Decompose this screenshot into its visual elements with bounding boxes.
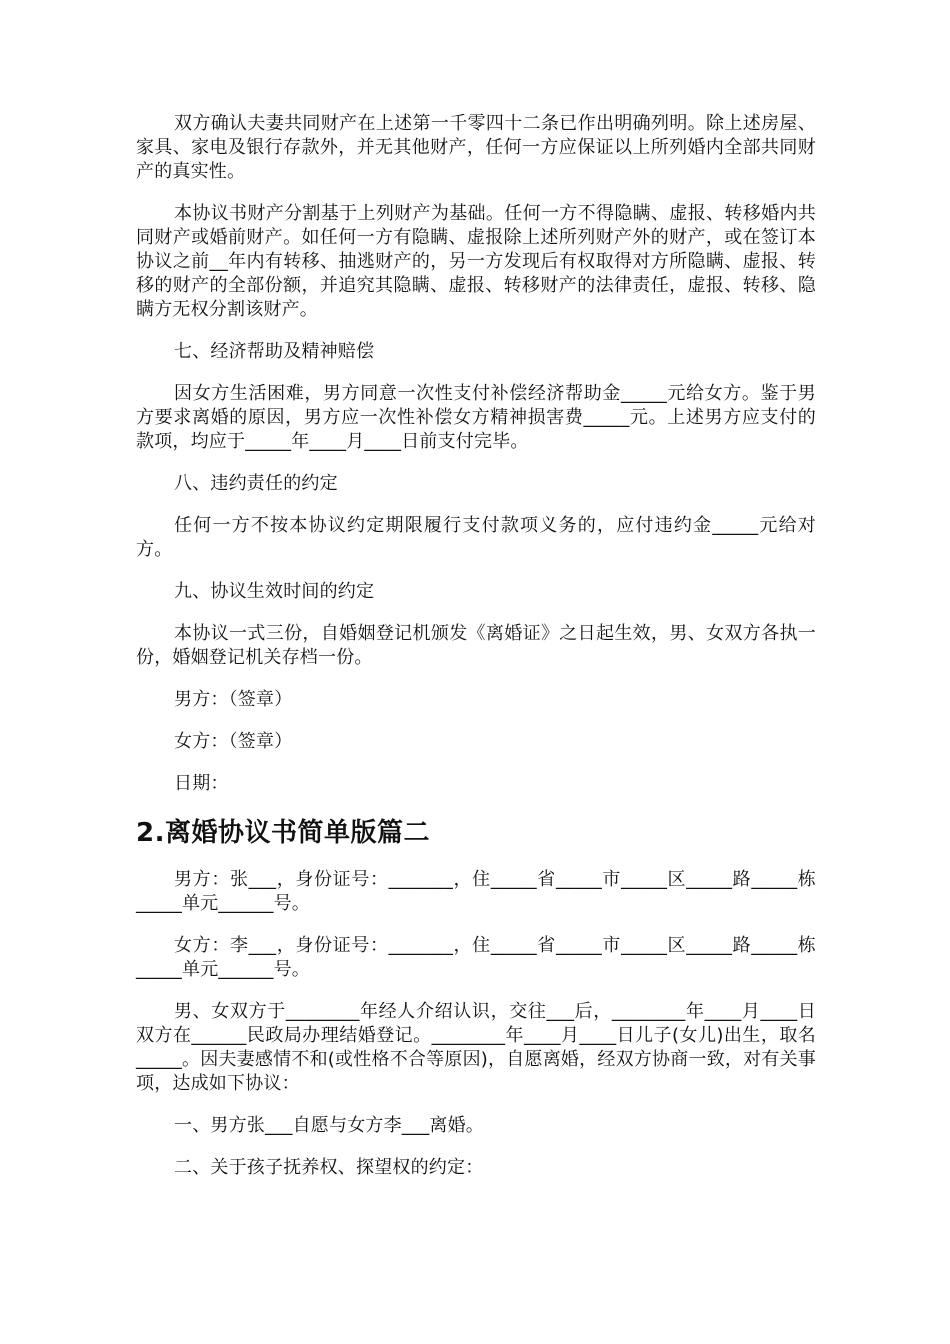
paragraph-marriage-background: 男、女双方于________年经人介绍认识，交往___后，________年____月____日双方在______民政局办理结婚登记。________年____月____日儿子(女儿)出生，取名_____。因夫妻感情不和(或性格不合等原因)，自愿离婚，经双方协商一致，对有关事项，达成如下协议：: [136, 1001, 816, 1094]
heading-effective-time: 九、协议生效时间的约定: [174, 581, 375, 602]
signature-date: 日期：: [174, 773, 229, 794]
signature-female: 女方：（签章）: [174, 731, 293, 752]
paragraph-compensation: 因女方生活困难，男方同意一次性支付补偿经济帮助金_____元给女方。鉴于男方要求离婚的原因，男方应一次性补偿女方精神损害费_____元。上述男方应支付的款项，均应于_____年____月____日前支付完毕。: [136, 383, 816, 452]
paragraph-breach: 任何一方不按本协议约定期限履行支付款项义务的，应付违约金_____元给对方。: [136, 515, 816, 560]
party-female-info: 女方：李___，身份证号：_______，住_____省_____市_____区_____路_____栋_____单元______号。: [136, 935, 816, 980]
paragraph-property-division: 本协议书财产分割基于上列财产为基础。任何一方不得隐瞒、虚报、转移婚内共同财产或婚前财产。如任何一方有隐瞒、虚报除上述所列财产外的财产，或在签订本协议之前__年内有转移、抽逃财产的，另一方发现后有权取得对方所隐瞒、虚报、转移的财产的全部份额，并追究其隐瞒、虚报、转移财产的法律责任，虚报、转移、隐瞒方无权分割该财产。: [136, 203, 816, 320]
paragraph-property-confirmation: 双方确认夫妻共同财产在上述第一千零四十二条已作出明确列明。除上述房屋、家具、家电及银行存款外，并无其他财产，任何一方应保证以上所列婚内全部共同财产的真实性。: [136, 113, 816, 182]
party-male-info: 男方：张___，身份证号：_______，住_____省_____市_____区_____路_____栋_____单元______号。: [136, 869, 816, 914]
document-body: [136, 112, 816, 1180]
section-title: 2.离婚协议书简单版篇二: [136, 818, 430, 848]
agreement-item-2: 二、关于孩子抚养权、探望权的约定：: [174, 1157, 484, 1178]
agreement-item-1: 一、男方张___自愿与女方李___离婚。: [174, 1115, 484, 1136]
paragraph-effective: 本协议一式三份，自婚姻登记机颁发《离婚证》之日起生效，男、女双方各执一份，婚姻登记机关存档一份。: [136, 623, 816, 668]
heading-economic-help: 七、经济帮助及精神赔偿: [174, 341, 375, 362]
heading-breach: 八、违约责任的约定: [174, 473, 338, 494]
signature-male: 男方：（签章）: [174, 689, 293, 710]
